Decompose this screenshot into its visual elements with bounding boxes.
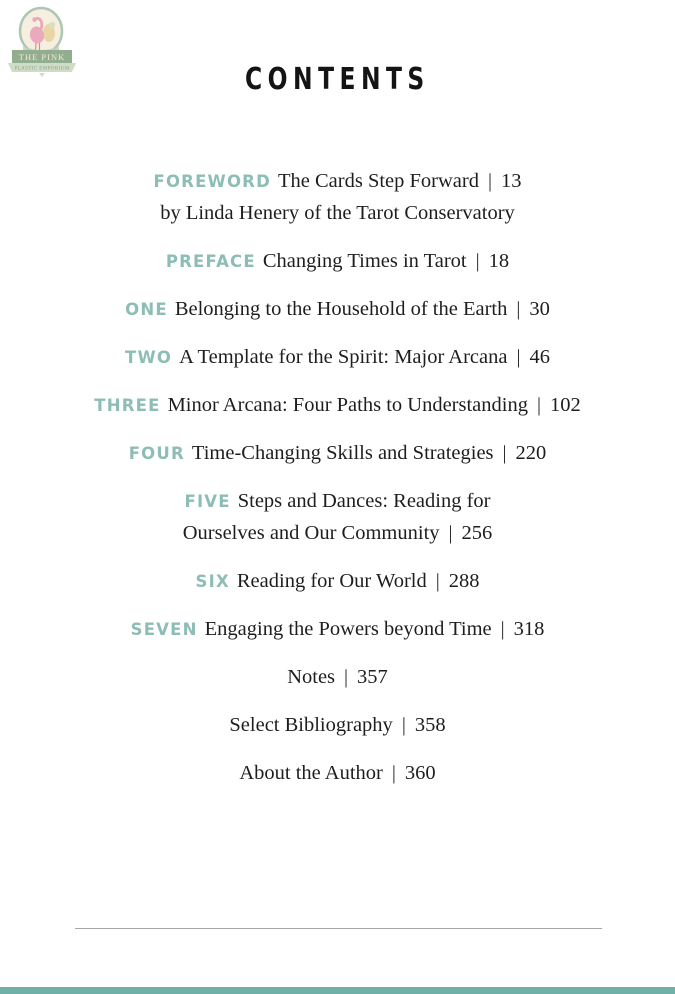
toc-entry[interactable]	[0, 246, 675, 278]
toc-entry-title: Reading for Our World	[236, 570, 427, 592]
logo-line2: PLASTIC EMPORIUM	[14, 66, 70, 72]
toc-entry-title: Select Bibliography	[229, 714, 393, 736]
page-number: 256	[461, 522, 493, 544]
shop-logo	[8, 6, 76, 78]
toc-entry-line	[0, 166, 675, 198]
toc-entry-line	[0, 390, 675, 422]
toc-entry[interactable]	[0, 758, 675, 790]
toc-entry[interactable]	[0, 566, 675, 598]
toc-entry[interactable]	[0, 390, 675, 422]
toc-entry-line	[0, 486, 675, 518]
page-separator: |	[502, 442, 507, 464]
page-number: 318	[513, 618, 545, 640]
logo-line1: THE PINK	[18, 52, 66, 62]
toc-entry-title: A Template for the Spirit: Major Arcana	[179, 346, 508, 368]
footer-divider	[75, 928, 602, 929]
toc-entry-label: SIX	[195, 572, 230, 591]
toc-entry-line	[0, 758, 675, 790]
toc-entry[interactable]	[0, 438, 675, 470]
page-separator: |	[487, 170, 492, 192]
shop-logo-graphic	[8, 6, 76, 78]
toc-entry-title: About the Author	[239, 762, 383, 784]
toc-entry-title: Steps and Dances: Reading for	[237, 490, 491, 512]
toc-entry-label: TWO	[125, 348, 173, 367]
toc-entry[interactable]	[0, 614, 675, 646]
toc-entry-line	[0, 246, 675, 278]
page-separator: |	[500, 618, 505, 640]
title-wrap	[0, 0, 675, 98]
toc-entry-label: FOUR	[128, 444, 185, 463]
footer-accent-bar	[0, 987, 675, 994]
toc-entry-line	[0, 710, 675, 742]
page-number: 102	[550, 394, 581, 416]
page-separator: |	[516, 298, 521, 320]
page-separator: |	[475, 250, 480, 272]
toc-entry-line	[0, 294, 675, 326]
page-number: 220	[515, 442, 547, 464]
page-number: 30	[529, 298, 550, 320]
page-separator: |	[516, 346, 521, 368]
toc-entry-title: Changing Times in Tarot	[262, 250, 467, 272]
page-number: 357	[357, 666, 388, 688]
toc-entry-label: THREE	[94, 396, 161, 415]
page-title: CONTENTS	[245, 62, 430, 97]
toc-entry-label: SEVEN	[130, 620, 198, 639]
toc-entry-title: The Cards Step Forward	[278, 170, 479, 192]
toc-entry-title-cont: Ourselves and Our Community	[182, 522, 440, 544]
page-separator: |	[536, 394, 541, 416]
toc-list	[0, 166, 675, 790]
page-number: 358	[414, 714, 446, 736]
toc-entry-line	[0, 342, 675, 374]
toc-entry[interactable]	[0, 342, 675, 374]
toc-entry-subtitle: by Linda Henery of the Tarot Conservatory	[160, 202, 515, 224]
page-number: 288	[448, 570, 480, 592]
toc-entry-line	[0, 614, 675, 646]
toc-entry-label: FOREWORD	[153, 172, 271, 191]
toc-entry-title: Minor Arcana: Four Paths to Understanding	[167, 394, 528, 416]
toc-entry-title: Time-Changing Skills and Strategies	[191, 442, 494, 464]
toc-entry[interactable]	[0, 662, 675, 694]
toc-entry-title: Belonging to the Household of the Earth	[174, 298, 508, 320]
page-number: 46	[529, 346, 550, 368]
toc-entry-line	[0, 518, 675, 550]
toc-entry-label: ONE	[125, 300, 168, 319]
toc-entry-label: PREFACE	[165, 252, 256, 271]
toc-entry-line	[0, 662, 675, 694]
page-separator: |	[401, 714, 406, 736]
toc-entry-title: Engaging the Powers beyond Time	[204, 618, 492, 640]
page-number: 18	[488, 250, 510, 272]
toc-entry[interactable]	[0, 486, 675, 550]
toc-entry-line	[0, 198, 675, 230]
toc-entry[interactable]	[0, 166, 675, 230]
foliage-dot-icon	[49, 22, 55, 28]
toc-entry-title: Notes	[287, 666, 336, 688]
page-separator: |	[391, 762, 396, 784]
page-separator: |	[344, 666, 349, 688]
toc-entry-line	[0, 438, 675, 470]
toc-entry[interactable]	[0, 710, 675, 742]
toc-entry[interactable]	[0, 294, 675, 326]
toc-entry-line	[0, 566, 675, 598]
page-number: 13	[501, 170, 522, 192]
toc-entry-label: FIVE	[184, 492, 231, 511]
page-number: 360	[404, 762, 436, 784]
logo-ribbon-tail	[39, 73, 45, 77]
page-separator: |	[435, 570, 440, 592]
page-separator: |	[448, 522, 453, 544]
